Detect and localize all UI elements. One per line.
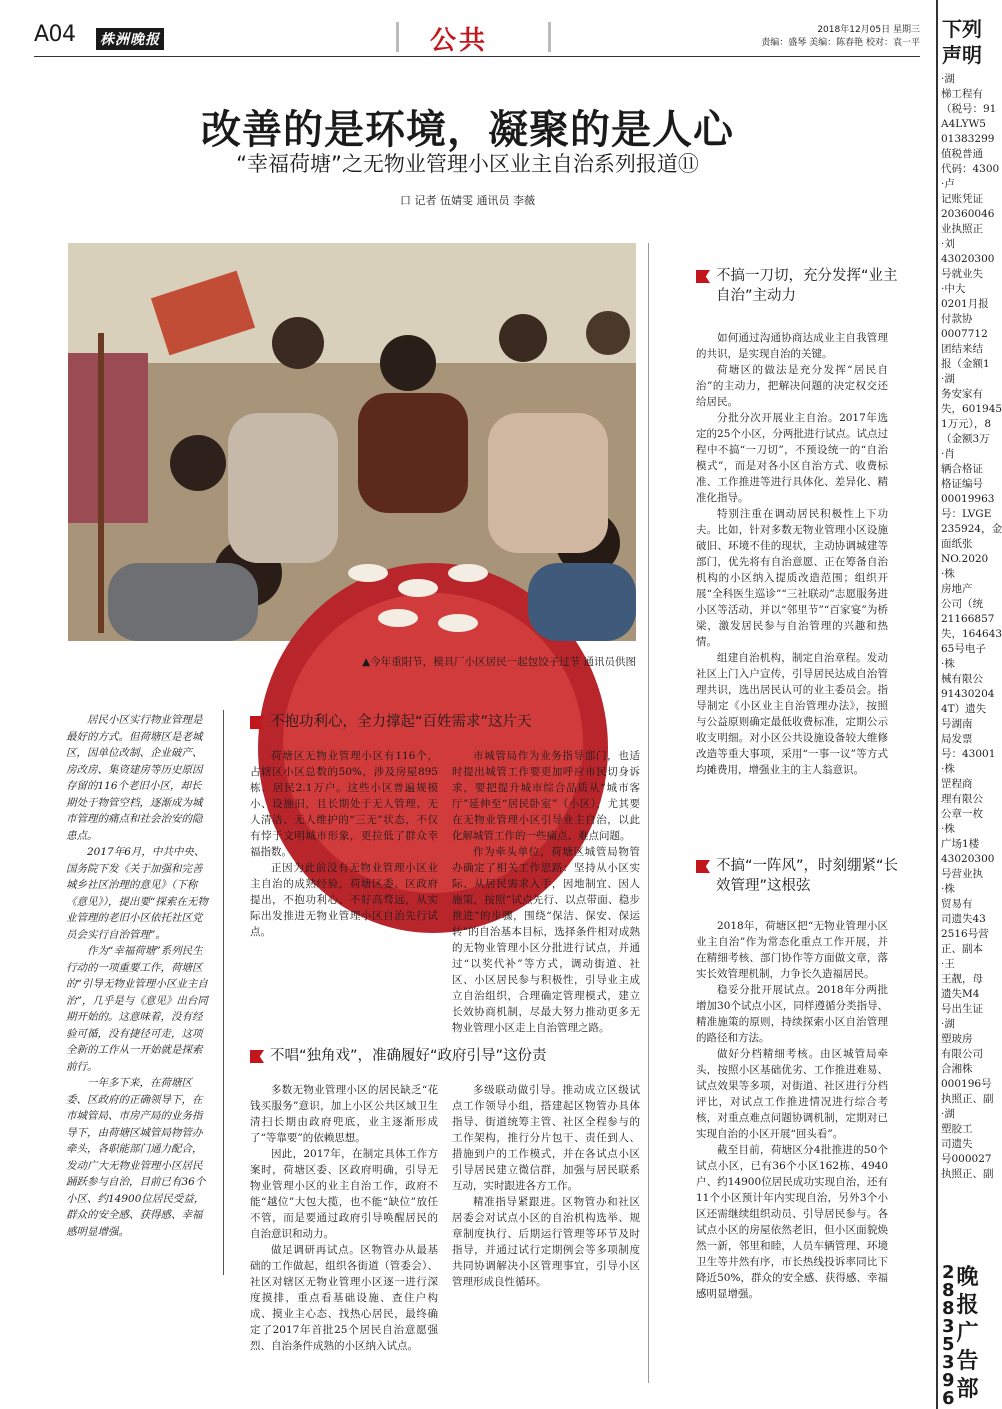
notice-line: 有限公司 (941, 1048, 983, 1060)
notice-line: NO.2020 (941, 553, 989, 565)
notice-line: 号湖南 (941, 718, 973, 730)
paper-logo: 株洲晚报 (96, 28, 164, 50)
ad-dept-char: 告 (956, 1349, 979, 1374)
notice-line: A4LYW5 (941, 118, 986, 130)
subheadline: “幸福荷塘”之无物业管理小区业主自治系列报道⑪ (236, 152, 699, 176)
notice-line: 235924，金 (941, 523, 1002, 535)
phone-digits (938, 1264, 955, 1408)
notice-line: 梯工程有 (941, 88, 983, 100)
body-paragraph: 稳妥分批开展试点。2018年分两批增加30个试点小区，同样遵循分类指导、精准施策的原则，持续探索小区自治管理的路径和方法。 (696, 984, 888, 1044)
notice-line: ·株 (941, 658, 955, 670)
section-flag-icon (250, 1050, 264, 1063)
notice-line: 合湘株 (941, 1063, 973, 1075)
notice-line: 01383299 (941, 133, 995, 145)
lede-paragraph: 2017年6月，中共中央、国务院下发《关于加强和完善城乡社区治理的意见》（下称《意见》），提出要“探索在无物业管理的老旧小区依托社区党员会实行自治管理”。 (66, 846, 208, 941)
notice-line: 00019963 (941, 493, 995, 505)
body-paragraph: 组建自治机构，制定自治章程。发动社区上门入户宣传，引导居民达成自治管理共识，选出居民认可的业主委员会。指导制定《小区业主自治管理办法》，按照与公益原则确定最低收费标准，定期公示收支明细。对小区公共设施设备较大维修改造等重大事项，采用“一事一议”等方式均摊费用，增强业主的主人翁意识。 (696, 652, 888, 776)
photo-caption: ▲今年重阳节，模具厂小区居民一起包饺子过节 通讯员供图 (362, 656, 636, 668)
notice-line: 面纸张 (941, 538, 973, 550)
section-flag-icon (696, 270, 710, 283)
phone-digit: 8 (942, 1298, 955, 1319)
notice-line: 遗失M4 (941, 988, 980, 1000)
section-heading (250, 712, 650, 732)
notice-line: 罡程商 (941, 778, 973, 790)
notice-line: 2516号营 (941, 928, 989, 940)
notice-line: 司遗失 (941, 1138, 973, 1150)
section-heading (696, 856, 906, 896)
phone-digit: 3 (942, 1316, 955, 1337)
notice-line: 号营业执 (941, 868, 983, 880)
section-flag-icon (696, 860, 710, 873)
byline: 口 记者 伍婧雯 通讯员 李薇 (400, 194, 535, 207)
photo-illustration (68, 243, 636, 641)
notice-line: 值税普通 (941, 148, 983, 160)
masthead-divider (548, 22, 551, 52)
headline: 改善的是环境，凝聚的是人心 (201, 107, 734, 153)
notice-line: 团结来结 (941, 343, 983, 355)
notice-line: 000196号 (941, 1078, 992, 1090)
notice-line: 0201月报 (941, 298, 989, 310)
body-paragraph: 分批分次开展业主自治。2017年选定的25个小区，分两批进行试点。试点过程中不搞“一刀切”，不预设统一的“自治模式”，而是对各小区自治方式、收费标准、工作推进等进行具体化、差异化、精准化指导。 (696, 412, 888, 504)
notice-line: 21166857 (941, 613, 995, 625)
notice-line: 务安家有 (941, 388, 983, 400)
notice-strip (936, 0, 1002, 1409)
notice-line: ·湖 (941, 1018, 955, 1030)
ad-dept-char: 广 (956, 1321, 979, 1346)
lede-paragraph: 一年多下来，在荷塘区委、区政府的正确领导下，在市城管局、市房产局的业务指导下，由荷塘区城管局物管办牵头，各职能部门通力配合，发动广大无物业管理小区居民踊跃参与自治，目前已有36个小区、约14900位居民受益，群众的安全感、获得感、幸福感明显增强。 (66, 1077, 206, 1238)
section1-column-a (250, 748, 438, 1038)
notice-lines (938, 72, 1002, 1262)
ad-dept-char: 报 (956, 1293, 979, 1318)
notice-line: ·湖 (941, 1108, 955, 1120)
section-heading (250, 1046, 650, 1066)
section1-column-b (452, 748, 640, 1038)
notice-line: 65号电子 (941, 643, 986, 655)
section-heading-text: 不搞“一阵风”，时刻绷紧“长效管理”这根弦 (716, 858, 899, 894)
notice-line: 司遗失43 (941, 913, 986, 925)
body-paragraph: 荷塘区的做法是充分发挥“居民自治”的主动力，把解决问题的决定权交还给居民。 (696, 364, 888, 408)
notice-line: 王靓，母 (941, 973, 983, 985)
notice-line: 局发票 (941, 733, 973, 745)
phone-digit: 5 (942, 1334, 955, 1355)
phone-digit: 3 (942, 1352, 955, 1373)
notice-line: 失，601945 (941, 403, 1002, 415)
notice-line: 20360046 (941, 208, 995, 220)
notice-line: ·湖 (941, 373, 955, 385)
body-paragraph: 2018年，荷塘区把“无物业管理小区业主自治”作为常态化重点工作开展，并在精细考核、部门协作等方面做文章，落实长效管理机制，力争长久造福居民。 (696, 920, 888, 980)
lede-paragraph: 居民小区实行物业管理是最好的方式。但荷塘区是老城区，因单位改制、企业破产、房改房、集资建房等历史原因存留的116个老旧小区，却长期处于物管空档，逐渐成为城市管理的痛点和社会治安的隐患点。 (66, 714, 203, 842)
notice-line: 代码：4300 (941, 163, 1000, 175)
notice-heading: 下列 (942, 17, 982, 41)
lede-column (66, 712, 212, 1272)
body-paragraph: 作为牵头单位，荷塘区城管局物管办确定了相关工作思路：坚持从小区实际、从居民需求入手，因地制宜、因人施策，按照“试点先行、以点带面、稳步推进”的步骤，围绕“保洁、保安、保运转”的自治基本目标，选择条件相对成熟的无物业管理小区分批进行试点，并通过“以奖代补”等方式，调动街道、社区、小区居民参与积极性，引导业主成立自治组织，合理确定管理模式，建立长效协商机制，尽最大努力推动更多无物业管理小区走上自治管理之路。 (452, 846, 640, 1034)
notice-line: 械有限公 (941, 673, 983, 685)
notice-line: 业执照正 (941, 223, 983, 235)
section-heading-text: 不搞一刀切，充分发挥“业主自治”主动力 (716, 268, 898, 304)
body-paragraph: 多数无物业管理小区的居民缺乏“花钱买服务”意识，加上小区公共区域卫生清扫长期由政府兜底，业主逐渐形成了“等靠要”的依赖思想。 (250, 1084, 438, 1144)
notice-line: 正、副本 (941, 943, 983, 955)
notice-line: 公章一枚 (941, 808, 983, 820)
masthead-rule (34, 56, 920, 57)
notice-line: 1万元），8 (941, 418, 992, 430)
section-flag-icon (250, 716, 264, 729)
phone-digit: 8 (942, 1280, 955, 1301)
notice-line: 号：43001 (941, 748, 996, 760)
notice-line: ·肖 (941, 448, 955, 460)
notice-line: 失，164643 (941, 628, 1002, 640)
section4-column (696, 918, 888, 1388)
body-paragraph: 因此，2017年，在制定具体工作方案时，荷塘区委、区政府明确，引导无物业管理小区的业主自治工作，政府不能“越位”大包大揽，也不能“缺位”放任不管，而是要通过政府引导唤醒居民的自治意识和动力。 (250, 1148, 438, 1240)
body-paragraph: 如何通过沟通协商达成业主自我管理的共识，是实现自治的关键。 (696, 332, 888, 360)
notice-line: 广场1楼 (941, 838, 980, 850)
notice-line: ·刘 (941, 238, 955, 250)
news-photo (68, 243, 636, 641)
body-paragraph: 荷塘区无物业管理小区有116个，占辖区小区总数的50%，涉及房屋895栋、居民2.1万户。这些小区普遍规模小、设施旧，且长期处于无人管理、无人清洁、无人维护的“三无”状态，不仅有悖于文明城市形象，更拉低了群众幸福指数。 (250, 750, 438, 858)
notice-line: 91430204 (941, 688, 995, 700)
section-heading (696, 266, 906, 306)
notice-line: 号就业失 (941, 268, 983, 280)
notice-line: 号000027 (941, 1153, 992, 1165)
issue-date: 2018年12月05日 星期三 (817, 25, 920, 35)
notice-line: ·株 (941, 568, 955, 580)
body-paragraph: 市城管局作为业务指导部门，也适时提出城管工作要更加呼应市民切身诉求，要把提升城市综合品质从“城市客厅”延伸至“居民卧室”（小区），尤其要在无物业管理小区引导业主自治，以此化解城管工作的一些痛点、难点问题。 (452, 750, 640, 842)
notice-line: 报（金额1 (941, 358, 990, 370)
column-divider (648, 243, 649, 1383)
section3-column (696, 330, 888, 800)
notice-line: 付款协 (941, 313, 973, 325)
notice-line: 记账凭证 (941, 193, 983, 205)
notice-line: 号出生证 (941, 1003, 983, 1015)
body-paragraph: 正因为此前没有无物业管理小区业主自治的成熟经验，荷塘区委、区政府提出，不抱功利心、不好高骛远，从实际出发推进无物业管理小区自治先行试点。 (250, 862, 438, 938)
body-paragraph: 做好分档精细考核。由区城管局牵头，按照小区基础优劣、工作推进难易、试点效果等多项，对街道、社区进行分档评比，对试点工作推进情况进行综合考核，对重点难点问题协调机制，定期对已实现自治的小区开展“回头看”。 (696, 1048, 888, 1140)
column-divider (223, 710, 224, 1275)
notice-line: 43020300 (941, 853, 995, 865)
notice-line: 贸易有 (941, 898, 973, 910)
body-paragraph: 多级联动做引导。推动成立区级试点工作领导小组，搭建起区物管办具体指导、街道统筹主管、社区全程参与的工作架构，推行分片包干、责任到人、措施到户的工作模式，并在各试点小区引导居民建立微信群，加强与居民联系互动，实时跟进各方工作。 (452, 1084, 640, 1192)
issue-info (760, 24, 920, 50)
notice-line: ·王 (941, 958, 955, 970)
notice-line: ·株 (941, 883, 955, 895)
notice-line: 0007712 (941, 328, 988, 340)
notice-line: 塑胶工 (941, 1123, 973, 1135)
phone-digit: 9 (942, 1370, 955, 1391)
section-name: 公共 (430, 26, 489, 56)
notice-line: ·卢 (941, 178, 955, 190)
notice-line: ·株 (941, 823, 955, 835)
notice-line: 格证编号 (941, 478, 983, 490)
notice-line: 执照正、副 (941, 1093, 994, 1105)
notice-line: 43020300 (941, 253, 995, 265)
notice-line: 4T）遗失 (941, 703, 987, 715)
notice-line: 房地产 (941, 583, 973, 595)
notice-line: （金额3万 (941, 433, 990, 445)
notice-line: ·中大 (941, 283, 966, 295)
notice-line: ·湖 (941, 73, 955, 85)
notice-heading: 声明 (942, 43, 982, 67)
notice-line: 塑玻房 (941, 1033, 973, 1045)
body-paragraph: 特别注重在调动居民积极性上下功夫。比如，针对多数无物业管理小区设施破旧、环境不佳的现状，主动协调城建等部门，优先将有自治意愿、正在筹备自治机构的小区纳入提质改造范围；组织开展“全科医生巡诊”“三社联动”志愿服务进小区等活动，并以“邻里节”“百家宴”为桥梁，激发居民参与自治管理的兴趣和热情。 (696, 508, 888, 648)
section2-column-a (250, 1082, 438, 1382)
body-paragraph: 做足调研再试点。区物管办从最基础的工作做起，组织各街道（管委会）、社区对辖区无物业管理小区逐一进行深度摸排，重点看基础设施、查住户构成、摸业主心态、找热心居民，最终确定了2017年首批25个居民自治意愿强烈、自治条件成熟的小区纳入试点。 (250, 1244, 438, 1352)
editor-credits: 责编：盛琴 美编：陈春艳 校对：袁一平 (761, 38, 920, 48)
notice-line: 执照正、副 (941, 1168, 994, 1180)
section-heading-text: 不抱功利心，全力撑起“百姓需求”这片天 (270, 714, 532, 730)
ad-dept-char: 部 (956, 1377, 979, 1402)
section2-column-b (452, 1082, 640, 1382)
notice-line: ·株 (941, 763, 955, 775)
notice-line: （税号：91 (941, 103, 997, 115)
notice-line: 辆合格证 (941, 463, 983, 475)
page-number: A04 (34, 22, 76, 47)
notice-line: 理有限公 (941, 793, 983, 805)
notice-line: 号：LVGE (941, 508, 992, 520)
notice-line: 公司（统 (941, 598, 983, 610)
body-paragraph: 截至目前，荷塘区分4批推进的50个试点小区，已有36个小区162栋、4940户、约14900位居民成功实现自治，还有11个小区预计年内实现自治，另外3个小区还需继续组织动员、引导居民参与。各试点小区的房屋依然老旧，但小区面貌焕然一新，邻里和睦，人员车辆管理、环境卫生等井然有序，市长热线投诉率同比下降近50%，群众的安全感、获得感、幸福感明显增强。 (696, 1144, 888, 1300)
section-heading-text: 不唱“独角戏”，准确履好“政府引导”这份责 (270, 1048, 547, 1064)
masthead-divider (396, 22, 399, 52)
ad-dept-chars (955, 1264, 979, 1408)
ad-dept-char: 晚 (956, 1265, 979, 1290)
lede-paragraph: 作为“幸福荷塘”系列民生行动的一项重要工作，荷塘区的“引导无物业管理小区业主自治”，几乎是与《意见》出台同期开始的。这意味着，没有经验可循，没有捷径可走，这项全新的工作从一开始就是探索前行。 (66, 945, 208, 1073)
body-paragraph: 精准指导紧跟进。区物管办和社区居委会对试点小区的自治机构选举、规章制度执行、后期运行管理等环节及时指导，并通过试行定期例会等多项制度共同协调解决小区管理事宜，引导小区管理形成良性循环。 (452, 1196, 640, 1288)
phone-digit: 6 (942, 1388, 955, 1409)
phone-digit: 2 (942, 1262, 955, 1283)
